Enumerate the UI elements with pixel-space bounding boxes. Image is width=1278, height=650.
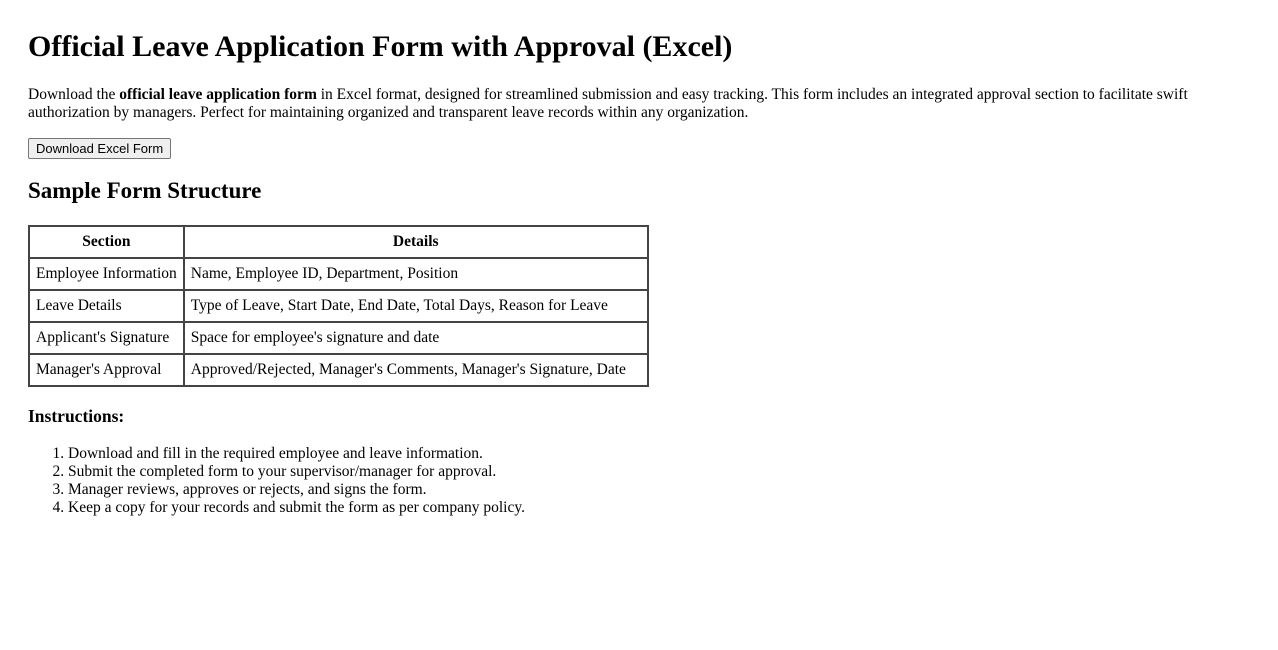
header-details: Details <box>184 226 648 258</box>
section-cell: Leave Details <box>29 290 184 322</box>
table-row <box>29 258 648 290</box>
header-section: Section <box>29 226 184 258</box>
table-row <box>29 354 648 386</box>
instruction-item: 2. Submit the completed form to your supervisor/manager for approval. <box>68 463 1250 481</box>
instruction-item: 1. Download and fill in the required employee and leave information. <box>68 445 1250 463</box>
description-bold: official leave application form <box>119 86 317 103</box>
instruction-item: 4. Keep a copy for your records and submit the form as per company policy. <box>68 499 1250 517</box>
description-text: Download the <box>28 86 120 103</box>
page-title: Official Leave Application Form with Approval (Excel) <box>28 30 733 63</box>
instructions-heading: Instructions: <box>28 406 125 426</box>
section-cell: Manager's Approval <box>29 354 184 386</box>
table-row <box>29 322 648 354</box>
table-row <box>29 290 648 322</box>
description <box>28 86 1250 122</box>
section-cell: Employee Information <box>29 258 184 290</box>
instruction-item: 3. Manager reviews, approves or rejects, and signs the form. <box>68 481 1250 499</box>
form-structure-table <box>28 225 649 387</box>
description-text-rest: in Excel format, designed for streamlined submission and easy tracking. This form includes an integrated approval section to facilitate swift authorization by managers. Perfect for maintaining organized and transparent leave records within any organization. <box>28 86 1188 121</box>
details-cell: Type of Leave, Start Date, End Date, Total Days, Reason for Leave <box>184 290 648 322</box>
download-excel-button[interactable]: Download Excel Form <box>28 138 171 159</box>
details-cell: Name, Employee ID, Department, Position <box>184 258 648 290</box>
sample-heading: Sample Form Structure <box>28 178 262 203</box>
details-cell: Approved/Rejected, Manager's Comments, Manager's Signature, Date <box>184 354 648 386</box>
section-cell: Applicant's Signature <box>29 322 184 354</box>
instructions-list <box>28 445 1250 517</box>
details-cell: Space for employee's signature and date <box>184 322 648 354</box>
table-header-row <box>29 226 648 258</box>
